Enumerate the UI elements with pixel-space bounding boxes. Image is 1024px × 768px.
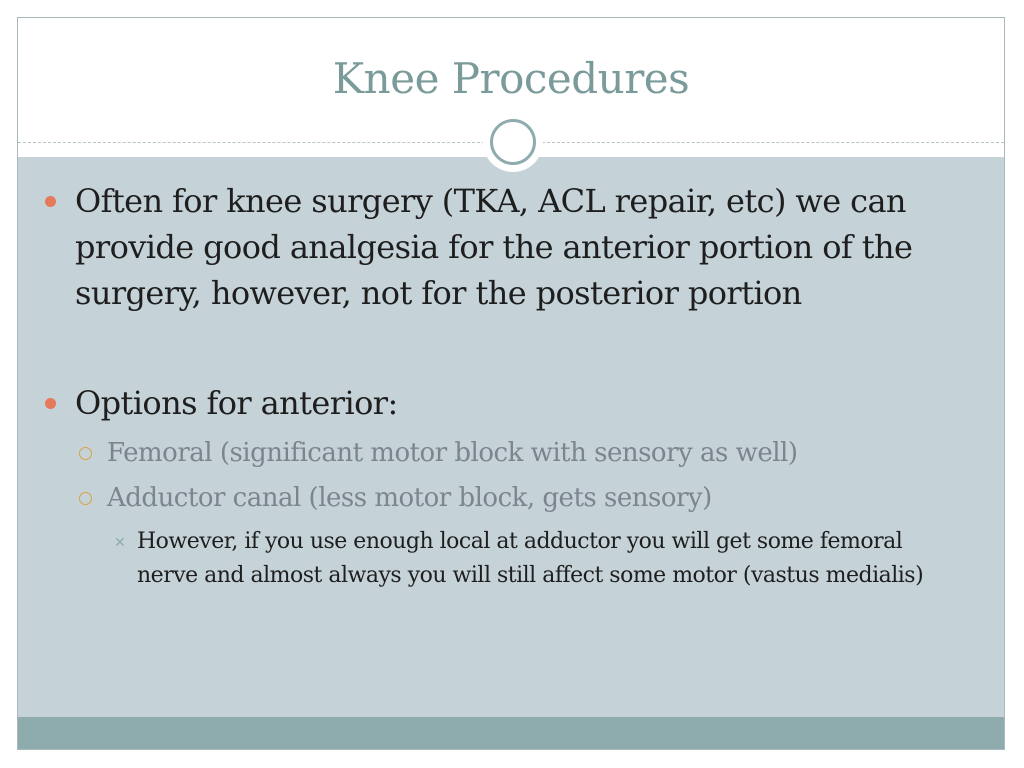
sub-bullet-text: Femoral (significant motor block with sensory as well) xyxy=(107,438,798,468)
bullet-text: Options for anterior: xyxy=(75,384,398,422)
bullet-text: Often for knee surgery (TKA, ACL repair, etc) we can provide good analgesia for the anterior portion of the surgery, however, not for the posterior portion xyxy=(75,182,913,312)
sub-sub-bullet-item xyxy=(114,525,957,593)
hollow-circle-icon xyxy=(79,492,92,505)
slide-title: Knee Procedures xyxy=(332,54,690,103)
hollow-circle-icon xyxy=(79,447,92,460)
sub-bullet-item xyxy=(107,431,798,475)
circle-ring-inner xyxy=(490,119,536,165)
sub-bullet-item xyxy=(107,476,712,520)
filled-dot-icon xyxy=(45,398,56,409)
bullet-item xyxy=(75,380,985,426)
x-mark-icon: ✕ xyxy=(114,535,126,551)
slide xyxy=(17,17,1005,750)
bullet-item xyxy=(75,178,985,316)
filled-dot-icon xyxy=(45,196,56,207)
footer-bar xyxy=(18,717,1004,750)
sub-bullet-text: Adductor canal (less motor block, gets sensory) xyxy=(107,483,712,513)
circle-ring-icon xyxy=(483,112,543,172)
sub-sub-bullet-text: However, if you use enough local at adductor you will get some femoral nerve and almost always you will still affect some motor (vastus medialis) xyxy=(137,529,924,588)
